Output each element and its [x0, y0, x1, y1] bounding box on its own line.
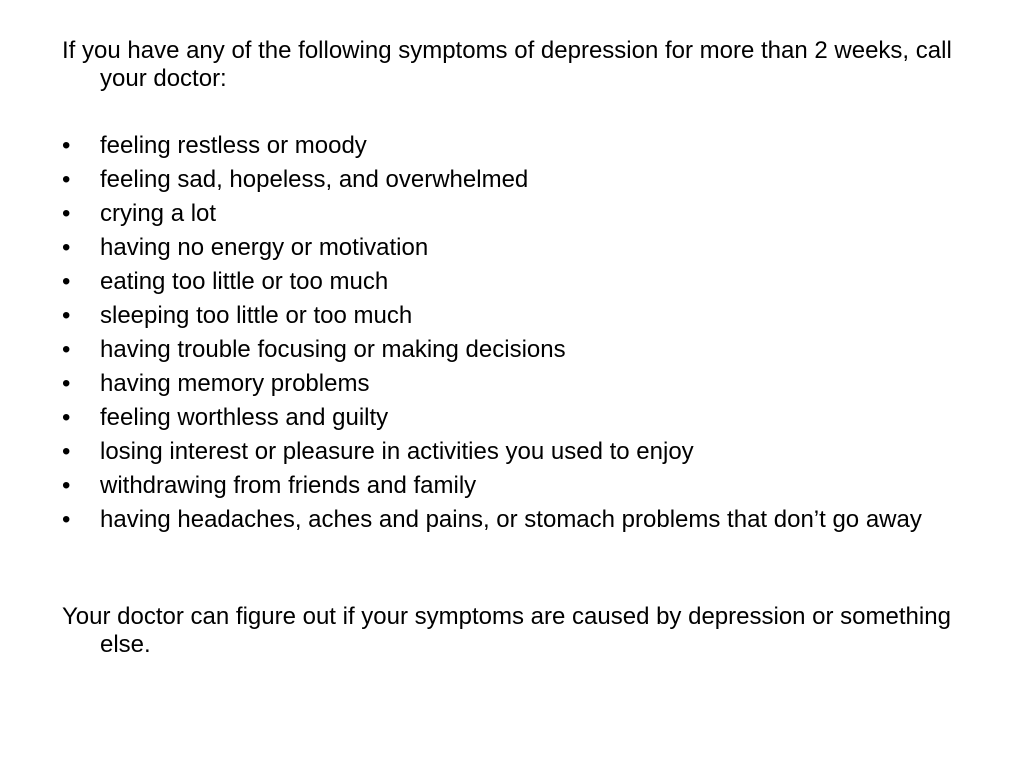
bullet-icon: •: [62, 438, 71, 465]
bullet-icon: •: [62, 336, 71, 363]
bullet-icon: •: [62, 302, 71, 329]
closing-paragraph: Your doctor can figure out if your symptoms are caused by depression or something else.: [62, 603, 951, 658]
list-item: [62, 404, 972, 432]
list-item-text: sleeping too little or too much: [100, 302, 413, 329]
list-item: [62, 438, 972, 466]
list-item-text: feeling worthless and guilty: [100, 404, 389, 431]
list-item: [62, 336, 972, 364]
list-item: [62, 506, 972, 534]
list-item: [62, 268, 972, 296]
list-item-text: having headaches, aches and pains, or stomach problems that don’t go away: [100, 506, 922, 533]
list-item-text: having memory problems: [100, 370, 370, 397]
bullet-icon: •: [62, 370, 71, 397]
list-item-text: crying a lot: [100, 200, 217, 227]
list-item: [62, 200, 972, 228]
list-item: [62, 302, 972, 330]
intro-paragraph: If you have any of the following symptoms of depression for more than 2 weeks, call your doctor:: [62, 37, 952, 92]
bullet-icon: •: [62, 472, 71, 499]
bullet-icon: •: [62, 200, 71, 227]
bullet-icon: •: [62, 132, 71, 159]
list-item-text: having no energy or motivation: [100, 234, 429, 261]
list-item-text: eating too little or too much: [100, 268, 389, 295]
bullet-icon: •: [62, 506, 71, 533]
list-item-text: losing interest or pleasure in activities you used to enjoy: [100, 438, 694, 465]
list-item: [62, 472, 972, 500]
list-item-text: feeling sad, hopeless, and overwhelmed: [100, 166, 529, 193]
list-item: [62, 166, 972, 194]
list-item: [62, 234, 972, 262]
list-item-text: withdrawing from friends and family: [100, 472, 477, 499]
bullet-icon: •: [62, 166, 71, 193]
bullet-icon: •: [62, 268, 71, 295]
bullet-icon: •: [62, 234, 71, 261]
list-item-text: having trouble focusing or making decisions: [100, 336, 566, 363]
list-item: [62, 370, 972, 398]
list-item-text: feeling restless or moody: [100, 132, 367, 159]
list-item: [62, 132, 972, 160]
bullet-icon: •: [62, 404, 71, 431]
symptom-list: [62, 132, 972, 540]
